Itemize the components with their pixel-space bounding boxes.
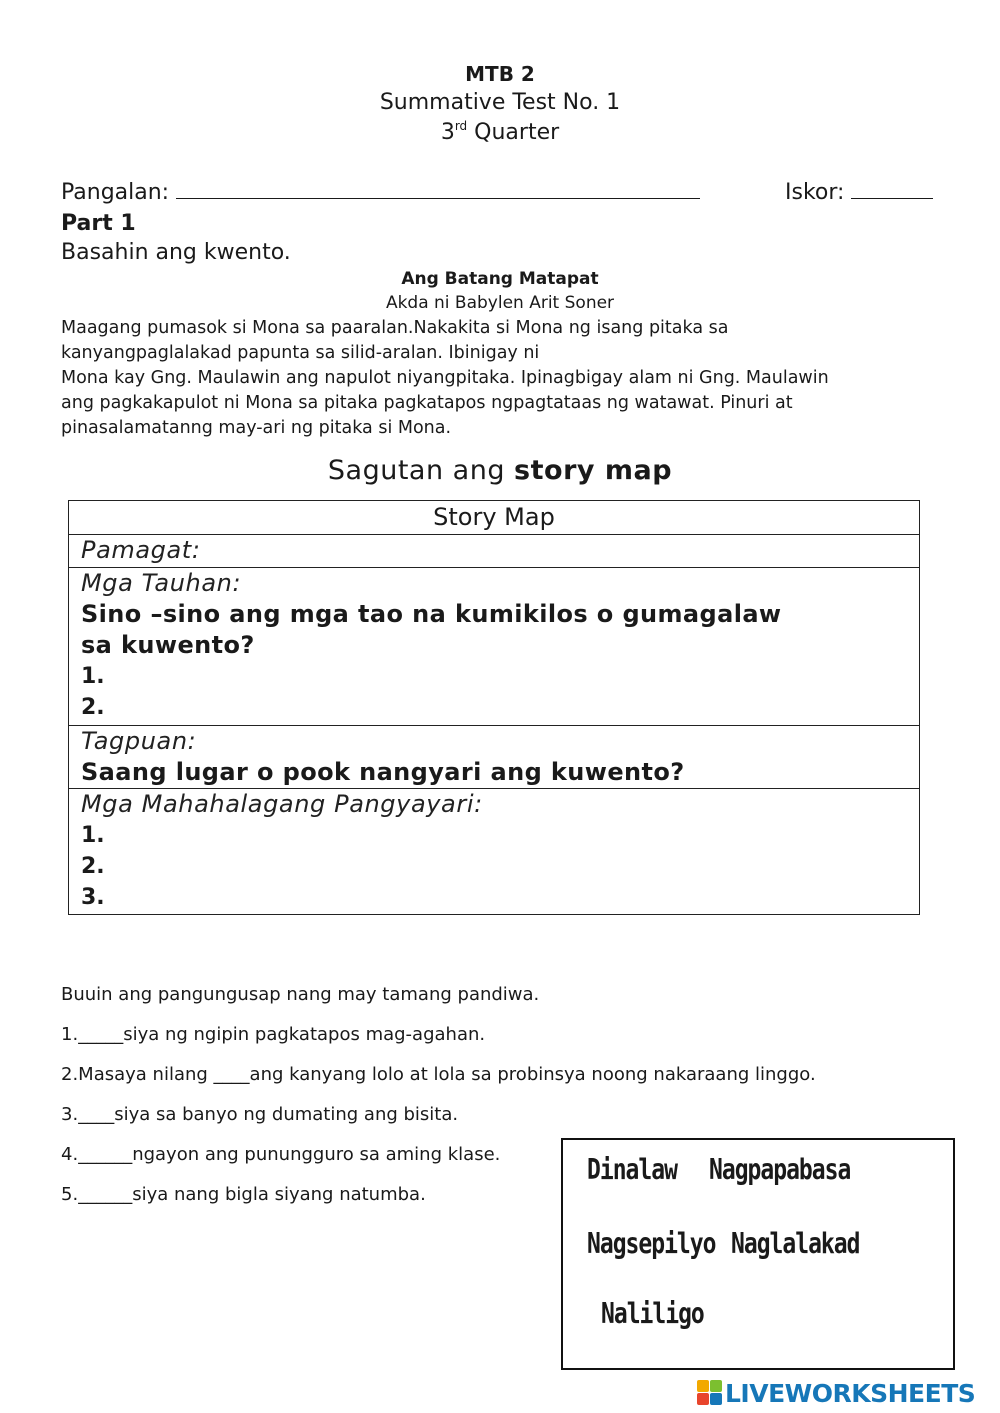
- item-text: siya sa banyo ng dumating ang bisita.: [114, 1104, 459, 1125]
- liveworksheets-logo-text: LIVEWORKSHEETS: [725, 1378, 976, 1408]
- answer-blank[interactable]: ______: [78, 1184, 133, 1205]
- quarter-label: [0, 119, 1000, 145]
- pangyayari-item-number: 2.: [81, 854, 105, 879]
- tauhan-item-number: 2.: [81, 695, 105, 720]
- exercise-item: [61, 1104, 458, 1125]
- word-option[interactable]: Naliligo: [601, 1298, 704, 1331]
- quarter-suffix: rd: [454, 119, 468, 133]
- name-field: [61, 180, 700, 205]
- liveworksheets-logo: [697, 1380, 975, 1406]
- answer-blank[interactable]: ______: [78, 1144, 133, 1165]
- name-input-line[interactable]: [176, 180, 700, 199]
- item-text: siya ng ngipin pagkatapos mag-agahan.: [123, 1024, 486, 1045]
- tauhan-question: Sino –sino ang mga tao na kumikilos o gumagalaw: [81, 600, 782, 628]
- item-text: siya nang bigla siyang natumba.: [132, 1184, 426, 1205]
- story-map-heading-bold: story map: [514, 455, 673, 486]
- score-label: Iskor:: [785, 180, 845, 205]
- story-map-table-title: Story Map: [433, 503, 555, 531]
- exercise-instruction: Buuin ang pangungusap nang may tamang pandiwa.: [61, 984, 540, 1005]
- item-text: ngayon ang punungguro sa aming klase.: [132, 1144, 501, 1165]
- pangyayari-item-number: 3.: [81, 885, 105, 910]
- tauhan-row[interactable]: [69, 567, 919, 725]
- quarter-text: Quarter: [467, 120, 560, 145]
- score-field: [785, 180, 933, 205]
- pamagat-label: Pamagat:: [81, 536, 201, 564]
- tauhan-question-cont: sa kuwento?: [81, 631, 255, 659]
- story-line: ang pagkakapulot ni Mona sa pitaka pagkatapos ngpagtataas ng watawat. Pinuri at: [61, 393, 793, 413]
- part-instruction: Basahin ang kwento.: [61, 240, 291, 265]
- tauhan-item-number: 1.: [81, 664, 105, 689]
- story-line: kanyangpaglalakad papunta sa silid-aralan. Ibinigay ni: [61, 343, 540, 363]
- item-prefix: 2.Masaya nilang: [61, 1064, 214, 1085]
- test-title: MTB 2: [465, 62, 535, 86]
- exercise-item: [61, 1184, 426, 1205]
- tagpuan-question: Saang lugar o pook nangyari ang kuwento?: [81, 758, 685, 786]
- item-prefix: 3.: [61, 1104, 79, 1125]
- answer-blank[interactable]: ____: [213, 1064, 250, 1085]
- pamagat-row[interactable]: [69, 534, 919, 567]
- pangyayari-label: Mga Mahahalagang Pangyayari:: [81, 790, 483, 818]
- quarter-number: 3: [440, 120, 455, 145]
- item-prefix: 1.: [61, 1024, 79, 1045]
- exercise-item: [61, 1064, 816, 1085]
- story-line: Maagang pumasok si Mona sa paaralan.Nakakita si Mona ng isang pitaka sa: [61, 318, 729, 338]
- name-label: Pangalan:: [61, 180, 170, 205]
- item-prefix: 5.: [61, 1184, 79, 1205]
- word-option[interactable]: Dinalaw: [587, 1154, 677, 1187]
- test-subtitle: Summative Test No. 1: [379, 90, 621, 115]
- story-title: Ang Batang Matapat: [401, 269, 599, 289]
- word-bank: [561, 1138, 955, 1370]
- tauhan-label: Mga Tauhan:: [81, 569, 242, 597]
- story-text: [61, 316, 951, 441]
- answer-blank[interactable]: _____: [78, 1024, 124, 1045]
- item-text: ang kanyang lolo at lola sa probinsya noong nakaraang linggo.: [249, 1064, 816, 1085]
- part-label: Part 1: [61, 211, 136, 236]
- story-line: Mona kay Gng. Maulawin ang napulot niyangpitaka. Ipinagbigay alam ni Gng. Maulawin: [61, 368, 829, 388]
- story-line: pinasalamatanng may-ari ng pitaka si Mona.: [61, 418, 452, 438]
- story-map-heading-plain: Sagutan ang: [327, 455, 515, 486]
- exercise-item: [61, 1024, 485, 1045]
- score-input-line[interactable]: [851, 180, 933, 199]
- pangyayari-row[interactable]: [69, 788, 919, 914]
- pangyayari-item-number: 1.: [81, 823, 105, 848]
- answer-blank[interactable]: ____: [78, 1104, 115, 1125]
- item-prefix: 4.: [61, 1144, 79, 1165]
- liveworksheets-logo-icon: [697, 1380, 723, 1406]
- word-option[interactable]: Naglalakad: [731, 1228, 860, 1261]
- story-map-table: [68, 500, 920, 915]
- tagpuan-row[interactable]: [69, 725, 919, 788]
- word-option[interactable]: Nagsepilyo: [587, 1228, 716, 1261]
- tagpuan-label: Tagpuan:: [81, 727, 197, 755]
- story-map-heading: [0, 455, 1000, 486]
- word-option[interactable]: Nagpapabasa: [709, 1154, 851, 1187]
- story-author: Akda ni Babylen Arit Soner: [385, 293, 615, 313]
- exercise-item: [61, 1144, 500, 1165]
